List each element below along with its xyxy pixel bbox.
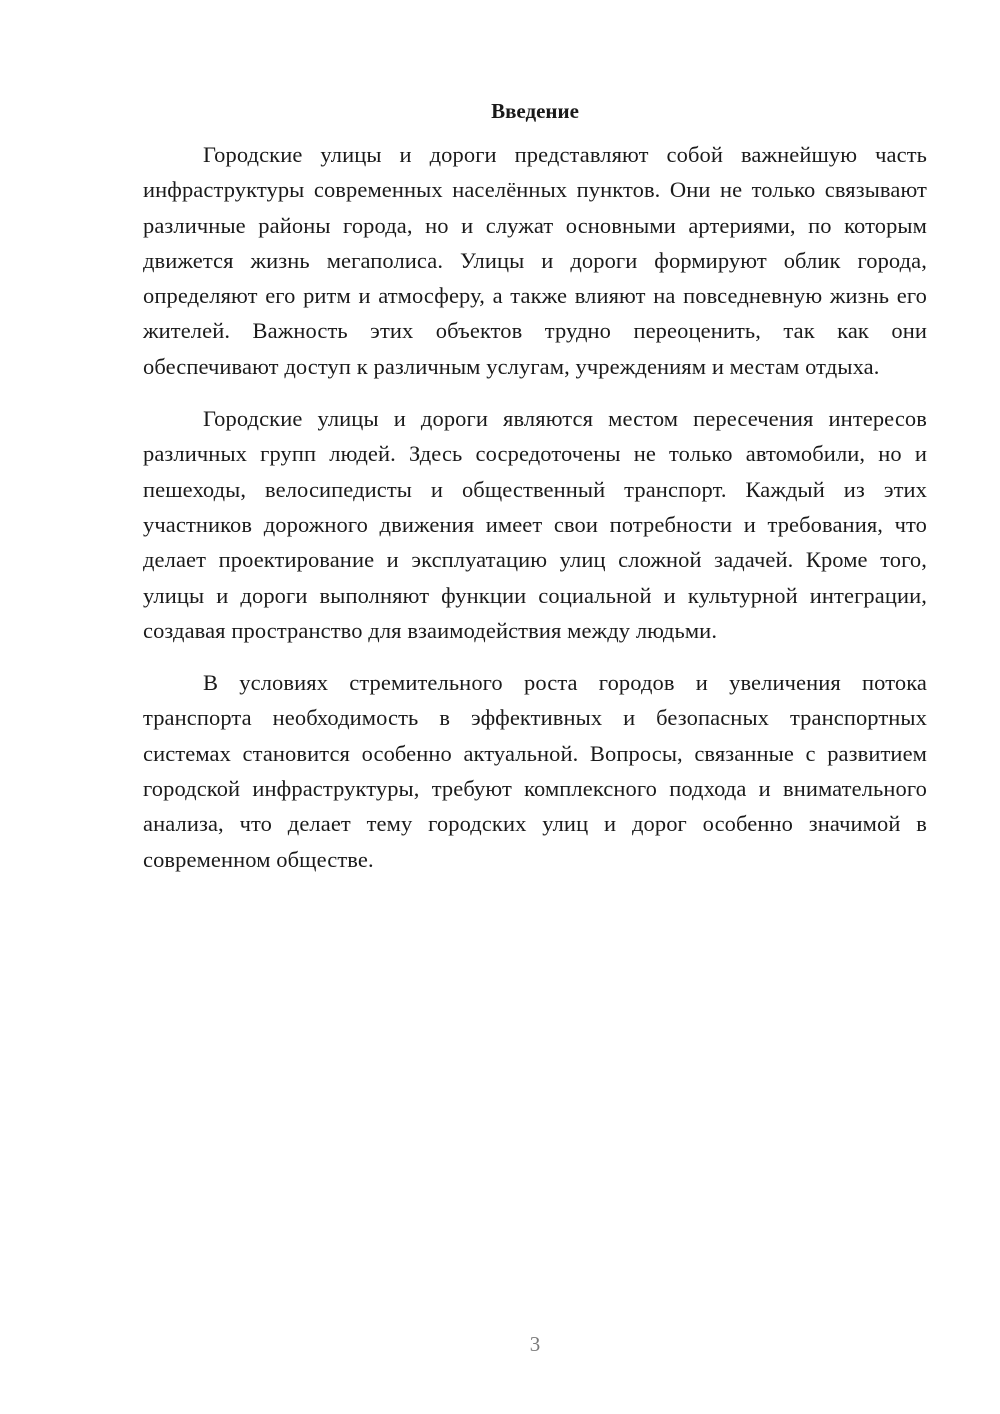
section-heading: Введение [491,99,579,123]
paragraph-2: Городские улицы и дороги являются местом пересечения интересов различных групп людей. Здесь сосредоточены не только автомобили, но и пешеходы, велосипедисты и общественный транспорт. Каждый из этих участников дорожного движения имеет свои потребности и требования, что делает проектирование и эксплуатацию улиц сложной задачей. Кроме того, улицы и дороги выполняют функции социальной и культурной интеграции, создавая пространство для взаимодействия между людьми. [143,406,927,643]
paragraph-3: В условиях стремительного роста городов и увеличения потока транспорта необходимость в эффективных и безопасных транспортных системах становится особенно актуальной. Вопросы, связанные с развитием городской инфраструктуры, требуют комплексного подхода и внимательного анализа, что делает тему городских улиц и дорог особенно значимой в современном обществе. [143,670,927,872]
page-number: 3 [529,1332,541,1356]
page-content [143,96,927,894]
paragraph-1: Городские улицы и дороги представляют собой важнейшую часть инфраструктуры современных населённых пунктов. Они не только связывают различные районы города, но и служат основными артериями, по которым движется жизнь мегаполиса. Улицы и дороги формируют облик города, определяют его ритм и атмосферу, а также влияют на повседневную жизнь его жителей. Важность этих объектов трудно переоценить, так как они обеспечивают доступ к различным услугам, учреждениям и местам отдыха. [143,142,927,379]
